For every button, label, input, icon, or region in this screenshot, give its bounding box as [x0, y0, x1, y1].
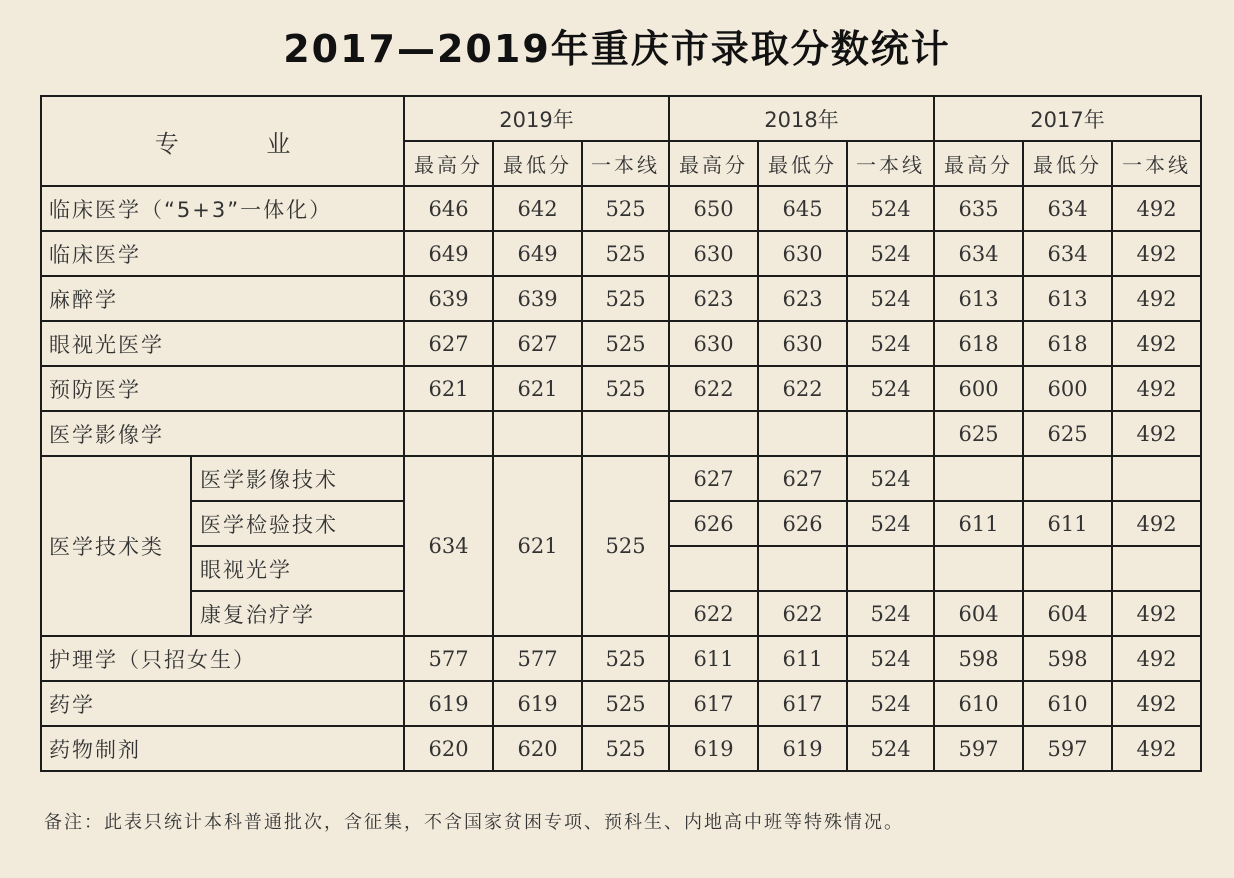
major-name: 预防医学 [41, 366, 404, 411]
score-cell: 619 [404, 681, 493, 726]
year-2018-header: 2018年 [669, 96, 934, 141]
score-cell: 613 [1023, 276, 1112, 321]
score-cell: 619 [493, 681, 582, 726]
table-row [41, 231, 1201, 276]
empty-cell [758, 546, 847, 591]
table-row [41, 366, 1201, 411]
score-cell: 577 [404, 636, 493, 681]
score-cell: 622 [669, 591, 758, 636]
score-cell: 525 [582, 456, 669, 636]
score-cell: 597 [934, 726, 1023, 771]
score-cell: 525 [582, 726, 669, 771]
empty-cell [758, 411, 847, 456]
score-cell: 492 [1112, 591, 1201, 636]
score-cell: 630 [669, 321, 758, 366]
score-cell: 610 [934, 681, 1023, 726]
score-cell: 492 [1112, 366, 1201, 411]
score-cell: 621 [404, 366, 493, 411]
score-cell: 492 [1112, 186, 1201, 231]
score-cell: 524 [847, 186, 934, 231]
score-cell: 645 [758, 186, 847, 231]
score-cell: 622 [758, 366, 847, 411]
empty-cell [1023, 546, 1112, 591]
major-name: 麻醉学 [41, 276, 404, 321]
score-cell: 611 [1023, 501, 1112, 546]
table-row [41, 321, 1201, 366]
score-cell: 492 [1112, 321, 1201, 366]
score-cell: 524 [847, 456, 934, 501]
score-cell: 525 [582, 366, 669, 411]
score-cell: 613 [934, 276, 1023, 321]
score-cell: 524 [847, 501, 934, 546]
table-row [41, 411, 1201, 456]
empty-cell [493, 411, 582, 456]
major-name: 药学 [41, 681, 404, 726]
score-cell: 625 [1023, 411, 1112, 456]
col-max: 最高分 [404, 141, 493, 186]
year-2017-header: 2017年 [934, 96, 1201, 141]
score-cell: 525 [582, 186, 669, 231]
score-cell: 524 [847, 681, 934, 726]
empty-cell [582, 411, 669, 456]
score-cell: 604 [934, 591, 1023, 636]
major-name: 医学影像学 [41, 411, 404, 456]
score-cell: 634 [1023, 186, 1112, 231]
score-cell: 619 [669, 726, 758, 771]
score-cell: 618 [934, 321, 1023, 366]
major-name: 临床医学（“5+3”一体化） [41, 186, 404, 231]
score-cell: 626 [758, 501, 847, 546]
col-min: 最低分 [758, 141, 847, 186]
score-cell: 642 [493, 186, 582, 231]
col-line: 一本线 [582, 141, 669, 186]
major-header: 专 业 [41, 96, 404, 186]
score-cell: 492 [1112, 276, 1201, 321]
score-cell: 610 [1023, 681, 1112, 726]
score-cell: 597 [1023, 726, 1112, 771]
score-cell: 577 [493, 636, 582, 681]
empty-cell [669, 411, 758, 456]
year-2019-header: 2019年 [404, 96, 669, 141]
score-cell: 600 [1023, 366, 1112, 411]
empty-cell [1112, 546, 1201, 591]
score-cell: 622 [758, 591, 847, 636]
sub-major-name: 医学影像技术 [191, 456, 404, 501]
score-cell: 524 [847, 231, 934, 276]
score-cell: 525 [582, 231, 669, 276]
col-max: 最高分 [934, 141, 1023, 186]
score-cell: 525 [582, 276, 669, 321]
empty-cell [934, 546, 1023, 591]
score-cell: 627 [758, 456, 847, 501]
score-cell: 630 [758, 321, 847, 366]
score-cell: 627 [404, 321, 493, 366]
major-name: 药物制剂 [41, 726, 404, 771]
score-cell: 611 [934, 501, 1023, 546]
score-cell: 524 [847, 591, 934, 636]
score-cell: 618 [1023, 321, 1112, 366]
major-name: 护理学（只招女生） [41, 636, 404, 681]
score-cell: 634 [1023, 231, 1112, 276]
col-line: 一本线 [1112, 141, 1201, 186]
table-row [41, 186, 1201, 231]
score-cell: 598 [934, 636, 1023, 681]
major-name: 眼视光医学 [41, 321, 404, 366]
score-cell: 611 [669, 636, 758, 681]
score-cell: 650 [669, 186, 758, 231]
score-cell: 620 [404, 726, 493, 771]
score-cell: 524 [847, 366, 934, 411]
score-cell: 524 [847, 726, 934, 771]
score-cell: 492 [1112, 231, 1201, 276]
empty-cell [669, 546, 758, 591]
empty-cell [847, 546, 934, 591]
score-cell: 623 [758, 276, 847, 321]
empty-cell [1112, 456, 1201, 501]
col-min: 最低分 [1023, 141, 1112, 186]
header-row-years [41, 96, 1201, 141]
score-cell: 611 [758, 636, 847, 681]
score-cell: 649 [404, 231, 493, 276]
sub-major-name: 医学检验技术 [191, 501, 404, 546]
score-cell: 623 [669, 276, 758, 321]
score-cell: 635 [934, 186, 1023, 231]
score-cell: 630 [669, 231, 758, 276]
score-cell: 617 [669, 681, 758, 726]
table-row [41, 276, 1201, 321]
score-cell: 621 [493, 456, 582, 636]
score-cell: 620 [493, 726, 582, 771]
score-cell: 621 [493, 366, 582, 411]
empty-cell [847, 411, 934, 456]
score-cell: 598 [1023, 636, 1112, 681]
score-cell: 525 [582, 681, 669, 726]
score-cell: 634 [404, 456, 493, 636]
score-cell: 492 [1112, 501, 1201, 546]
empty-cell [404, 411, 493, 456]
page-title: 2017—2019年重庆市录取分数统计 [283, 27, 951, 71]
score-cell: 639 [404, 276, 493, 321]
score-cell: 492 [1112, 726, 1201, 771]
col-max: 最高分 [669, 141, 758, 186]
score-cell: 617 [758, 681, 847, 726]
score-cell: 627 [669, 456, 758, 501]
score-cell: 524 [847, 276, 934, 321]
major-group-name: 医学技术类 [41, 456, 191, 636]
score-cell: 619 [758, 726, 847, 771]
major-name: 临床医学 [41, 231, 404, 276]
score-cell: 626 [669, 501, 758, 546]
sub-major-name: 眼视光学 [191, 546, 404, 591]
score-cell: 604 [1023, 591, 1112, 636]
footnote: 备注：此表只统计本科普通批次，含征集，不含国家贫困专项、预科生、内地高中班等特殊情况。 [44, 812, 904, 833]
score-cell: 492 [1112, 636, 1201, 681]
score-cell: 625 [934, 411, 1023, 456]
score-cell: 600 [934, 366, 1023, 411]
score-cell: 492 [1112, 681, 1201, 726]
sub-major-name: 康复治疗学 [191, 591, 404, 636]
score-cell: 622 [669, 366, 758, 411]
col-line: 一本线 [847, 141, 934, 186]
table-row [41, 456, 1201, 501]
empty-cell [934, 456, 1023, 501]
score-cell: 525 [582, 636, 669, 681]
table-row [41, 636, 1201, 681]
empty-cell [1023, 456, 1112, 501]
score-cell: 634 [934, 231, 1023, 276]
score-cell: 639 [493, 276, 582, 321]
table-row [41, 681, 1201, 726]
score-cell: 492 [1112, 411, 1201, 456]
col-min: 最低分 [493, 141, 582, 186]
score-cell: 630 [758, 231, 847, 276]
admission-score-table [40, 95, 1202, 772]
score-cell: 525 [582, 321, 669, 366]
score-cell: 646 [404, 186, 493, 231]
table-row [41, 726, 1201, 771]
score-cell: 524 [847, 636, 934, 681]
score-cell: 649 [493, 231, 582, 276]
score-cell: 627 [493, 321, 582, 366]
score-cell: 524 [847, 321, 934, 366]
